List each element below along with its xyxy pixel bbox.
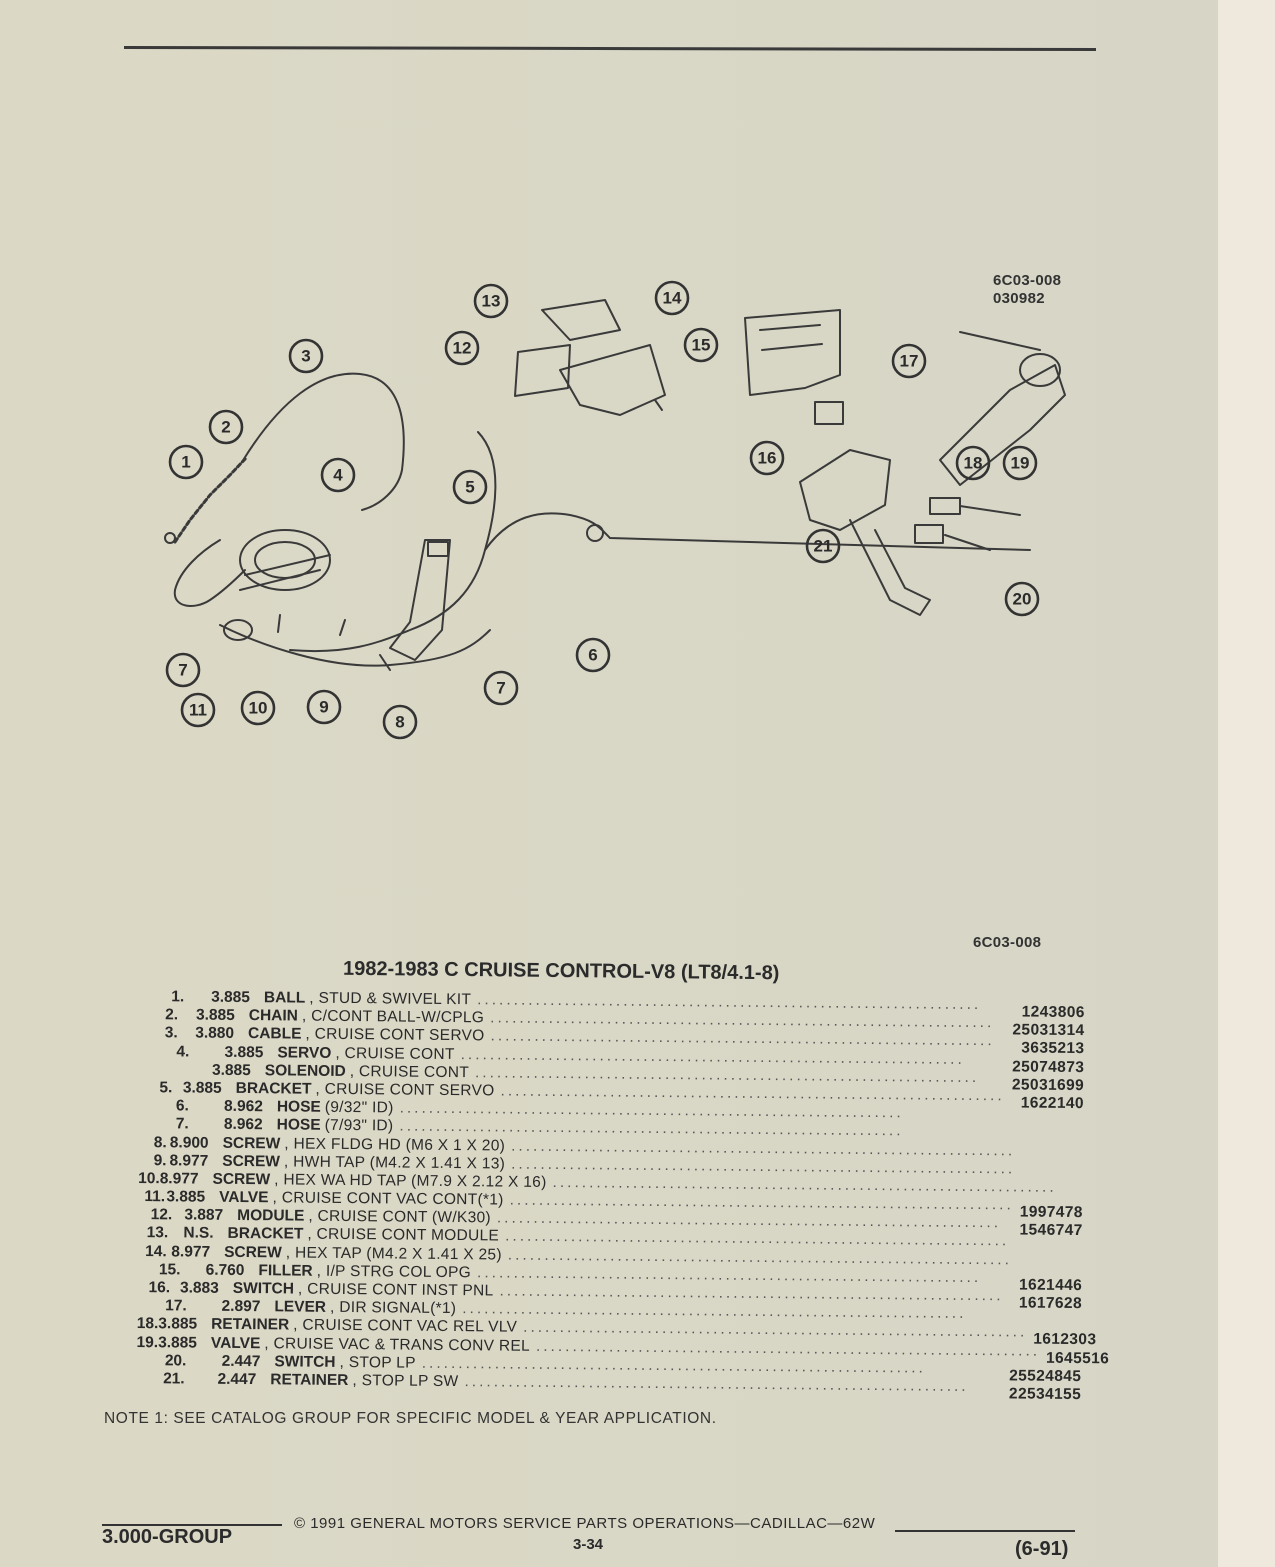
part-description: , HEX TAP (M4.2 X 1.41 X 25): [285, 1244, 502, 1264]
item-number: 16.: [148, 1279, 171, 1297]
cruise-cable-drawing: [242, 374, 404, 510]
leader-dots: .....................................................................: [496, 1209, 1002, 1232]
part-description: , CRUISE CONT VAC CONT(*1): [272, 1189, 504, 1209]
footer-copyright: © 1991 GENERAL MOTORS SERVICE PARTS OPERATIONS—CADILLAC—62W: [294, 1515, 876, 1532]
item-number: 13.: [146, 1224, 169, 1242]
part-number: 1617628: [1018, 1294, 1083, 1313]
part-description: , STOP LP: [339, 1353, 416, 1372]
part-description: , STUD & SWIVEL KIT: [309, 989, 472, 1009]
callout-1: [170, 446, 202, 478]
svg-text:10: 10: [248, 698, 268, 718]
section-code: 6C03-008: [973, 934, 1042, 951]
parts-list: [136, 988, 1110, 1403]
group-number: 8.962: [223, 1097, 263, 1116]
part-number: 25031314: [1012, 1021, 1085, 1040]
group-number: 2.897: [221, 1297, 261, 1316]
footer-rule-right: [895, 1530, 1075, 1532]
part-number: 25524845: [1009, 1367, 1082, 1385]
callout-20: [1006, 583, 1038, 615]
part-name: SWITCH: [232, 1279, 295, 1298]
part-number: 25031699: [1011, 1076, 1085, 1094]
leader-dots: .....................................................................: [464, 1373, 969, 1395]
svg-text:21: 21: [813, 536, 833, 556]
callout-4: [322, 459, 354, 491]
svg-text:15: 15: [691, 335, 711, 355]
callout-8: [384, 706, 416, 738]
ball-stud-drawing: [165, 533, 175, 543]
brake-pedal-drawing: [850, 520, 930, 615]
item-number: 7.: [175, 1115, 189, 1133]
figure-code: 6C03-008: [993, 272, 1062, 289]
part-description: , HEX WA HD TAP (M7.9 X 2.12 X 16): [274, 1171, 547, 1191]
callout-13: [475, 285, 507, 317]
leader-dots: .....................................................................: [421, 1354, 927, 1377]
part-name: HOSE: [276, 1098, 321, 1116]
instrument-panel-drawing: [745, 310, 840, 395]
svg-text:7: 7: [178, 660, 188, 680]
part-description: , CRUISE VAC & TRANS CONV REL: [264, 1334, 531, 1355]
leader-dots: .....................................................................: [460, 1045, 965, 1068]
leader-dots: .....................................................................: [474, 1063, 980, 1086]
group-number: 2.447: [217, 1370, 257, 1389]
part-number: 3635213: [1021, 1039, 1085, 1058]
part-number: 1621446: [1018, 1276, 1083, 1294]
leader-dots: .....................................................................: [511, 1155, 1016, 1178]
item-number: 3.: [164, 1024, 178, 1042]
svg-text:12: 12: [452, 338, 472, 358]
svg-text:19: 19: [1010, 453, 1030, 473]
part-name: SCREW: [224, 1243, 282, 1261]
group-number: 3.885: [166, 1188, 206, 1206]
item-number: 18.: [136, 1315, 159, 1333]
pedal-bracket-drawing: [800, 450, 890, 530]
figure-date: 030982: [993, 290, 1045, 307]
footer-page-number: 3-34: [573, 1536, 604, 1553]
callout-9: [308, 691, 340, 723]
svg-text:16: 16: [757, 448, 777, 468]
part-name: BRACKET: [227, 1225, 304, 1244]
part-name: MODULE: [237, 1207, 305, 1225]
group-number: 8.962: [223, 1116, 263, 1134]
group-number: 6.760: [205, 1261, 245, 1279]
leader-dots: .....................................................................: [511, 1137, 1016, 1159]
item-number: 19.: [136, 1333, 159, 1351]
part-number: 1997478: [1019, 1203, 1083, 1222]
item-number: 14.: [145, 1242, 167, 1260]
leader-dots: .....................................................................: [490, 1009, 995, 1032]
svg-text:11: 11: [189, 700, 207, 720]
group-number: 8.900: [169, 1133, 209, 1152]
vacuum-hose-7-drawing: [175, 540, 245, 606]
module-bracket-drawing: [542, 300, 620, 340]
callout-17: [893, 345, 925, 377]
group-number: 3.885: [158, 1315, 198, 1333]
group-number: 3.885: [182, 1079, 222, 1097]
part-name: RETAINER: [270, 1371, 349, 1389]
part-name: VALVE: [219, 1188, 269, 1207]
group-number: 8.977: [169, 1151, 209, 1170]
callout-12: [446, 332, 478, 364]
release-valve-drawing: [930, 498, 960, 514]
svg-text:18: 18: [963, 453, 983, 473]
svg-text:2: 2: [221, 417, 231, 437]
group-number: 3.885: [158, 1333, 198, 1352]
item-number: 10.: [138, 1169, 160, 1188]
item-number: 2.: [165, 1006, 179, 1024]
svg-text:8: 8: [395, 712, 405, 732]
part-number: 25074873: [1012, 1057, 1085, 1076]
part-description: , CRUISE CONT SERVO: [315, 1080, 495, 1100]
group-number: 3.885: [211, 988, 251, 1007]
part-name: VALVE: [210, 1334, 261, 1352]
leader-dots: .....................................................................: [507, 1246, 1013, 1269]
part-description: , CRUISE CONT: [349, 1062, 470, 1081]
svg-text:1: 1: [181, 452, 191, 472]
svg-text:3: 3: [301, 346, 311, 366]
svg-text:20: 20: [1012, 589, 1032, 609]
part-description: , HEX FLDG HD (M6 X 1 X 20): [284, 1134, 506, 1155]
callout-15: [685, 329, 717, 361]
leader-dots: .....................................................................: [490, 1027, 995, 1050]
leader-dots: .....................................................................: [499, 1282, 1004, 1305]
footer-group: 3.000-GROUP: [102, 1526, 233, 1548]
part-number: 22534155: [1008, 1385, 1082, 1403]
item-number: 1.: [171, 988, 185, 1006]
part-description: , CRUISE CONT VAC REL VLV: [293, 1316, 518, 1337]
leader-dots: .....................................................................: [552, 1173, 1057, 1196]
part-description: , STOP LP SW: [352, 1371, 459, 1391]
part-name: SCREW: [222, 1134, 281, 1152]
group-number: 3.880: [195, 1024, 235, 1043]
group-number: 2.447: [221, 1352, 261, 1370]
part-description: , HWH TAP (M4.2 X 1.41 X 13): [283, 1153, 506, 1173]
exploded-parts-diagram: [150, 270, 1090, 750]
part-number: 1622140: [1020, 1094, 1085, 1113]
item-number: 17.: [165, 1297, 187, 1315]
svg-text:14: 14: [662, 288, 682, 308]
part-description: , CRUISE CONT (W/K30): [308, 1207, 491, 1227]
callout-7-right: [485, 672, 517, 704]
svg-text:9: 9: [319, 697, 329, 717]
svg-text:17: 17: [899, 351, 919, 371]
callout-5: [454, 471, 486, 503]
part-description: , CRUISE CONT MODULE: [307, 1226, 500, 1245]
group-number: 8.977: [171, 1242, 211, 1261]
part-name: SWITCH: [274, 1353, 336, 1371]
part-name: HOSE: [276, 1116, 321, 1135]
callout-10: [242, 692, 274, 724]
svg-text:5: 5: [465, 477, 475, 497]
part-number: 1645516: [1045, 1349, 1110, 1367]
leader-dots: .....................................................................: [477, 991, 982, 1014]
part-description: , C/CONT BALL-W/CPLG: [301, 1007, 485, 1027]
servo-drawing: [240, 530, 330, 590]
part-name: SCREW: [212, 1170, 271, 1189]
leader-dots: .....................................................................: [462, 1300, 967, 1323]
part-name: RETAINER: [211, 1316, 290, 1334]
leader-dots: .....................................................................: [399, 1099, 904, 1122]
group-number: 8.977: [159, 1170, 199, 1188]
item-number: 11.: [144, 1188, 166, 1206]
leader-dots: .....................................................................: [505, 1227, 1010, 1250]
item-number: 6.: [175, 1097, 189, 1115]
part-name: FILLER: [258, 1261, 313, 1280]
leader-dots: .....................................................................: [399, 1117, 904, 1140]
group-number: 3.885: [224, 1043, 264, 1061]
part-name: CABLE: [247, 1025, 302, 1043]
part-name: CHAIN: [248, 1007, 299, 1025]
item-number: 12.: [150, 1206, 173, 1224]
part-number: 1243806: [1021, 1003, 1085, 1022]
group-number: 3.885: [211, 1061, 251, 1079]
item-number: 4.: [176, 1042, 190, 1061]
part-name: BRACKET: [235, 1079, 312, 1098]
leader-dots: .....................................................................: [509, 1191, 1014, 1214]
leader-dots: .....................................................................: [500, 1082, 1005, 1105]
item-number: 9.: [153, 1151, 167, 1169]
leader-dots: .....................................................................: [535, 1337, 1041, 1360]
item-number: 21.: [163, 1370, 185, 1388]
part-name: SOLENOID: [264, 1061, 346, 1080]
svg-text:6: 6: [588, 645, 598, 665]
callout-3: [290, 340, 322, 372]
stop-lamp-switch-drawing: [915, 525, 943, 543]
callout-21: [807, 530, 839, 562]
part-description: , I/P STRG COL OPG: [316, 1262, 472, 1282]
cruise-switch-drawing: [815, 402, 843, 424]
callout-7-left: [167, 654, 199, 686]
section-title: 1982-1983 C CRUISE CONTROL-V8 (LT8/4.1-8): [342, 957, 780, 985]
group-number: N.S.: [183, 1224, 214, 1243]
part-name: BALL: [263, 989, 306, 1007]
part-description: , CRUISE CONT INST PNL: [297, 1280, 494, 1300]
header-rule: [124, 46, 1096, 51]
callout-11: [182, 694, 214, 726]
item-number: 5.: [159, 1079, 173, 1097]
leader-dots: .....................................................................: [476, 1264, 982, 1286]
footer-revision: (6-91): [1015, 1538, 1069, 1560]
svg-text:7: 7: [496, 678, 506, 698]
callout-2: [210, 411, 242, 443]
svg-text:4: 4: [333, 465, 343, 485]
part-description: , CRUISE CONT SERVO: [305, 1025, 485, 1045]
part-name: SCREW: [222, 1152, 281, 1171]
part-number: 1612303: [1033, 1330, 1097, 1349]
part-description: , DIR SIGNAL(*1): [329, 1299, 457, 1318]
part-description: (9/32" ID): [324, 1098, 394, 1117]
part-number: 1546747: [1019, 1221, 1083, 1240]
item-number: 8.: [153, 1133, 167, 1151]
leader-dots: .....................................................................: [523, 1319, 1028, 1341]
callout-16: [751, 442, 783, 474]
group-number: 3.885: [195, 1006, 235, 1025]
servo-bracket-drawing: [390, 540, 450, 660]
group-number: 3.887: [184, 1206, 224, 1225]
catalog-note: NOTE 1: SEE CATALOG GROUP FOR SPECIFIC MODEL & YEAR APPLICATION.: [104, 1410, 717, 1427]
group-number: 3.883: [179, 1279, 219, 1297]
part-description: (7/93" ID): [324, 1117, 394, 1135]
callout-6: [577, 639, 609, 671]
dir-signal-lever-drawing: [960, 332, 1040, 350]
item-number: 15.: [158, 1261, 181, 1279]
svg-text:13: 13: [481, 291, 501, 311]
callout-19: [1004, 447, 1036, 479]
part-description: , CRUISE CONT: [335, 1044, 455, 1063]
item-number: 20.: [164, 1352, 187, 1370]
callout-14: [656, 282, 688, 314]
part-name: SERVO: [277, 1043, 332, 1062]
col-filler-drawing: [560, 345, 665, 415]
part-name: LEVER: [274, 1298, 327, 1316]
